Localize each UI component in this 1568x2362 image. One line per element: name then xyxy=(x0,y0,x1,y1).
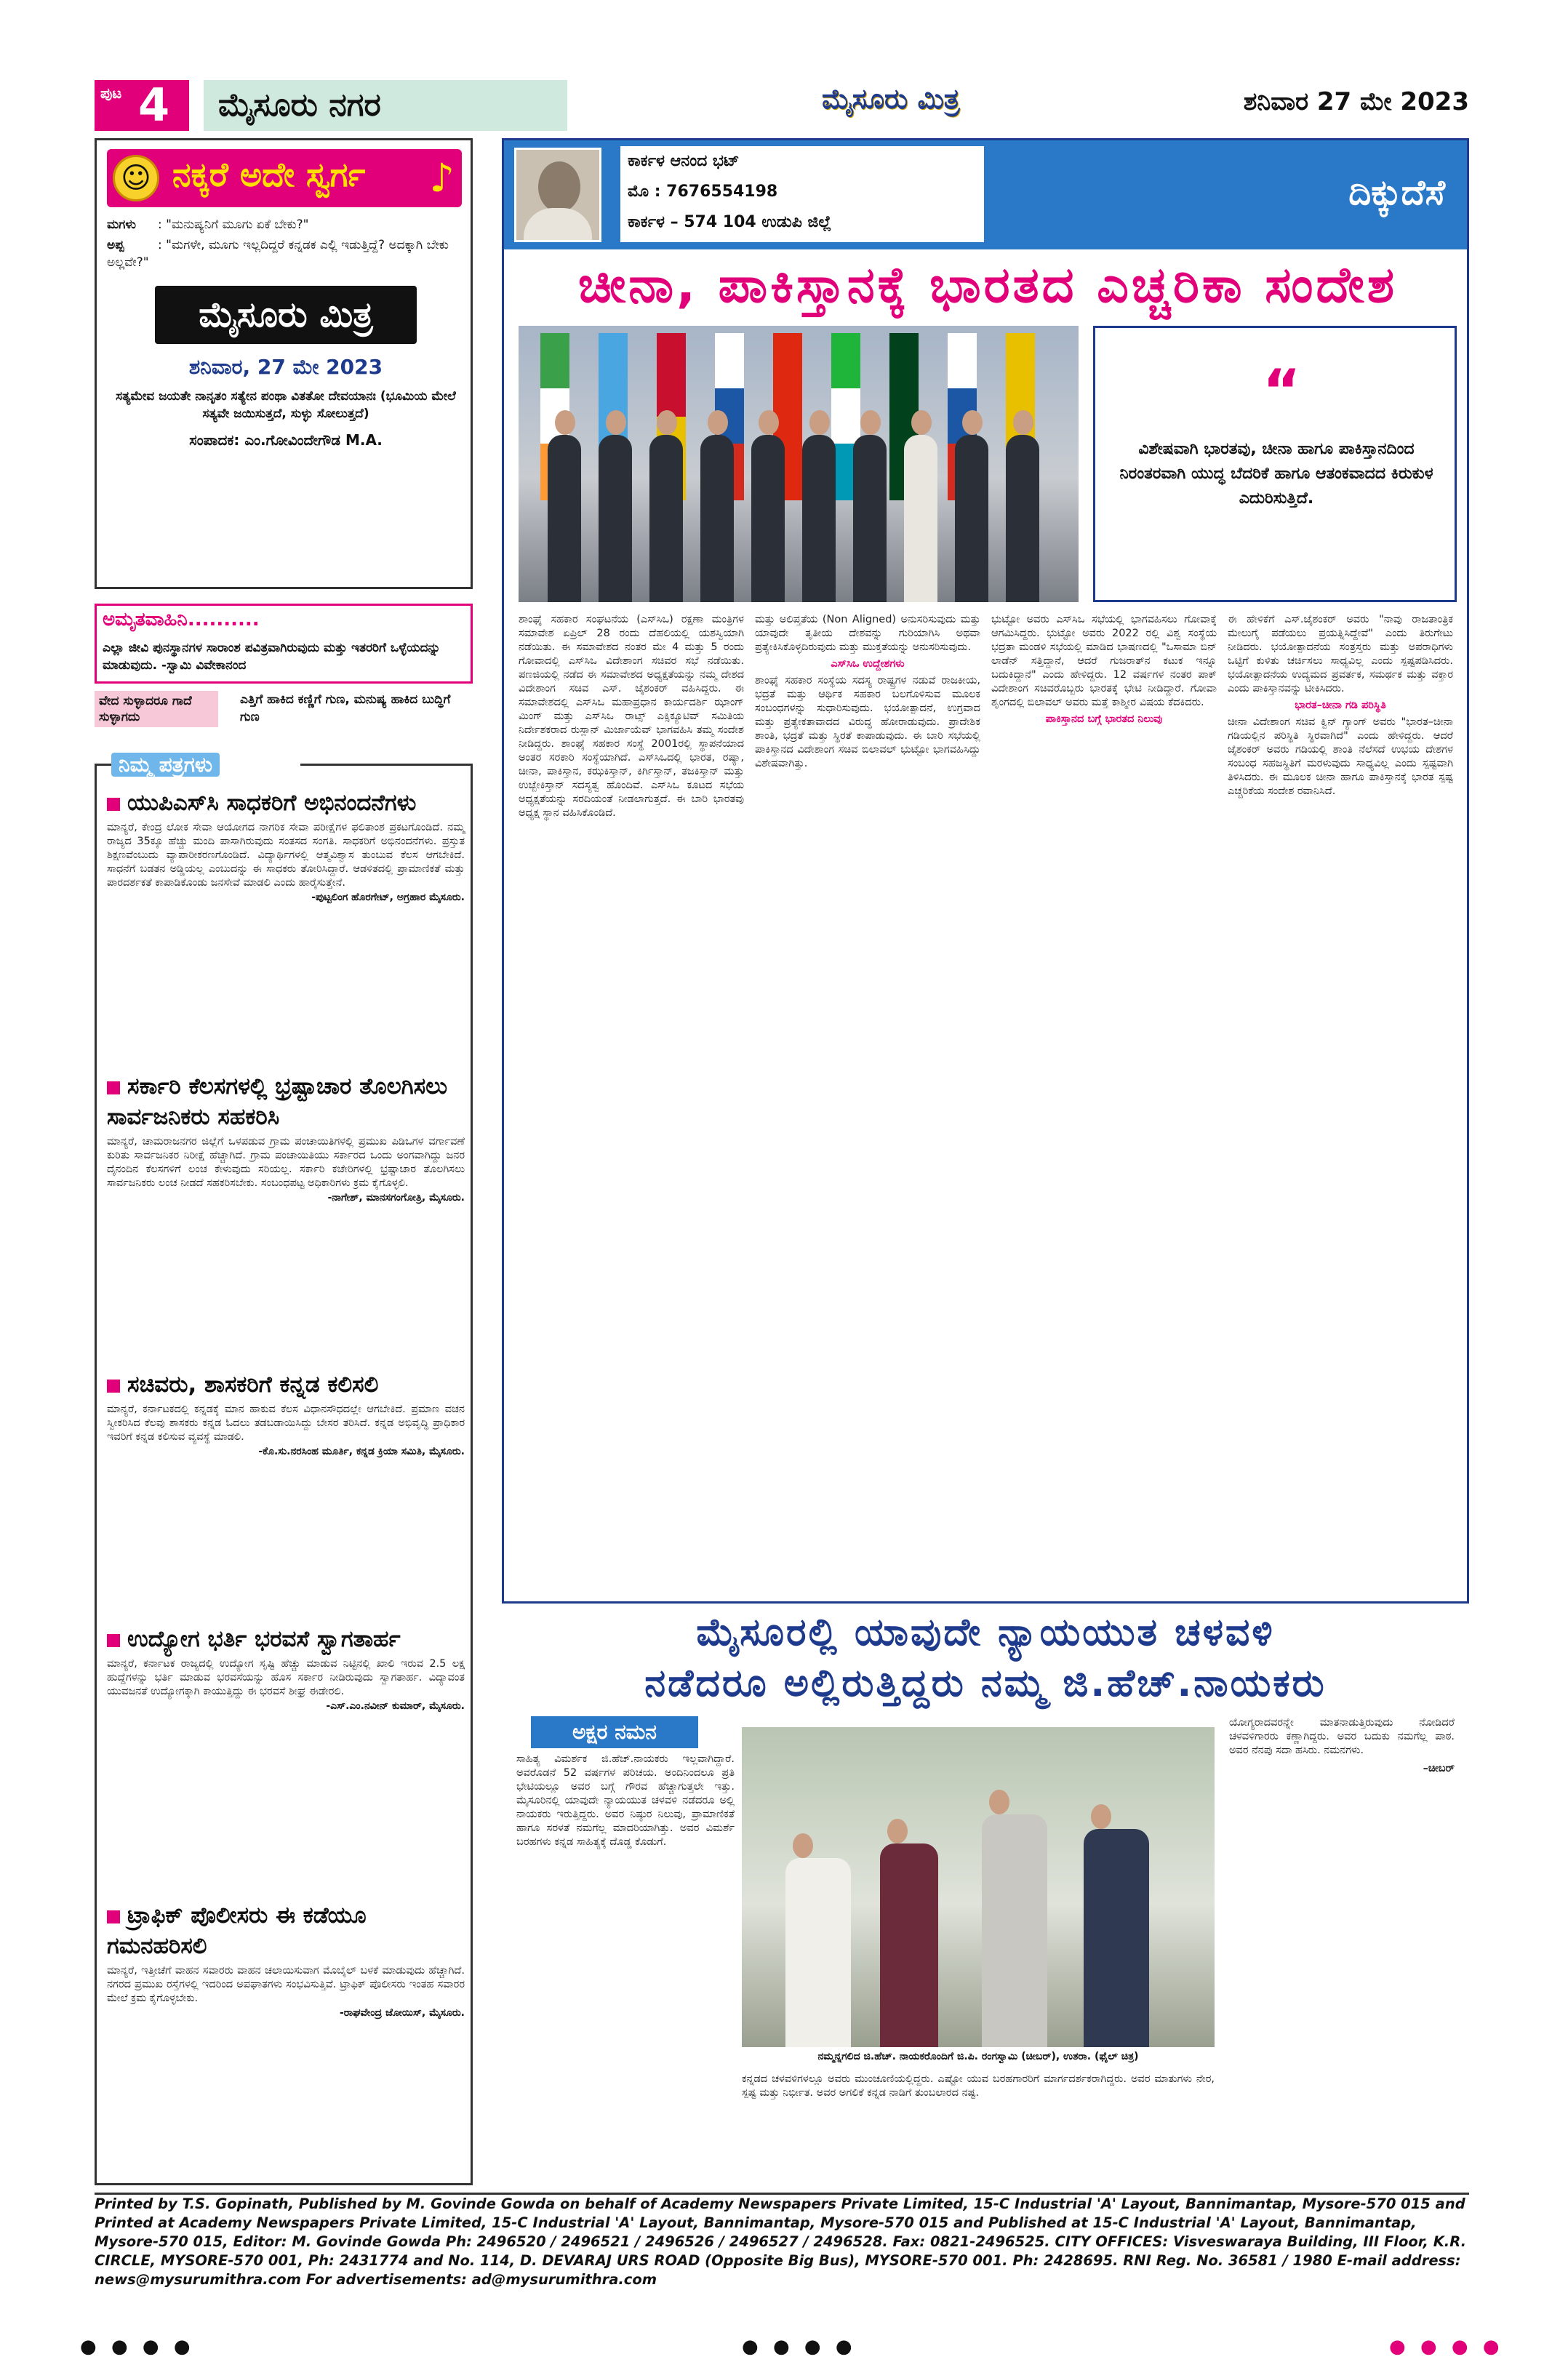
article-headline: ಚೀನಾ, ಪಾಕಿಸ್ತಾನಕ್ಕೆ ಭಾರತದ ಎಚ್ಚರಿಕಾ ಸಂದೇಶ xyxy=(578,257,1397,314)
article-body: ಭುಟ್ಟೋ ಅವರು ಎಸ್‌ಸಿಒ ಸಭೆಯಲ್ಲಿ ಭಾಗವಹಿಸಲು ಗೋವಾಕ್ಕೆ ಆಗಮಿಸಿದ್ದರು. ಭುಟ್ಟೋ ಅವರು 2022 ರಲ್ಲಿ ವಿಶ್ವ ಸಂಸ್ಥೆಯ ಭದ್ರತಾ ಮಂಡಳಿ ಸಭೆಯಲ್ಲಿ ಮಾಡಿದ ಭಾಷಣದಲ್ಲಿ "ಒಸಾಮಾ ಬಿನ್ ಲಾಡೆನ್ ಸತ್ತಿದ್ದಾನೆ, ಆದರೆ ಗುಜರಾತ್‌ನ ಕಟುಕ ಇನ್ನೂ ಬದುಕಿದ್ದಾನೆ" ಎಂದು ಹೇಳಿದ್ದರು. 12 ವರ್ಷಗಳ ನಂತರ ಪಾಕ್ ವಿದೇಶಾಂಗ ಸಚಿವರೊಬ್ಬರು ಭಾರತಕ್ಕೆ ಭೇಟಿ ನೀಡಿದ್ದಾರೆ. ಗೋವಾ ಶೃಂಗದಲ್ಲಿ ಬಿಲಾವಲ್ ಅವರು ಮತ್ತೆ ಕಾಶ್ಮೀರ ವಿಷಯ ಕೆದಕಿದರು. xyxy=(991,614,1217,708)
tribute-headline-1: ಮೈಸೂರಲ್ಲಿ ಯಾವುದೇ ನ್ಯಾಯಯುತ ಚಳವಳಿ xyxy=(696,1611,1275,1654)
publication-name: ಮೈಸೂರು ಮಿತ್ರ xyxy=(822,83,960,115)
article-column-3 xyxy=(991,613,1217,1591)
tribute-byline: ಅಕ್ಷರ ನಮನ xyxy=(531,1716,698,1748)
article-subhead: ಪಾಕಿಸ್ತಾನದ ಬಗ್ಗೆ ಭಾರತದ ನಿಲುವು xyxy=(1045,713,1163,725)
opinion-article xyxy=(502,138,1469,1604)
article-body: ಮತ್ತು ಅಲಿಪ್ತತೆಯ (Non Aligned) ಅನುಸರಿಸುವುದು ಮತ್ತು ಯಾವುದೇ ತೃತೀಯ ದೇಶವನ್ನು ಗುರಿಯಾಗಿಸಿ ಅಥವಾ ಪ್ರತ್ಯೇಕಿಸಿಕೊಳ್ಳದಿರುವುದು ಮತ್ತು ಮುಕ್ತತೆಯನ್ನು ಅನುಸರಿಸುವುದು. xyxy=(755,614,980,653)
author-phone: ಮೊ : 7676554198 xyxy=(628,183,778,201)
imprint-footer xyxy=(95,2193,1469,2331)
letter-title: ಯುಪಿಎಸ್‌ಸಿ ಸಾಧಕರಿಗೆ ಅಭಿನಂದನೆಗಳು xyxy=(107,788,465,818)
joke-title: ನಕ್ಕರೆ ಅದೇ ಸ್ವರ್ಗ xyxy=(172,155,366,194)
sco-meeting-photo xyxy=(519,326,1079,602)
dancing-figure-icon: ♪ xyxy=(429,155,455,201)
quote-mark-icon: “ xyxy=(1263,357,1301,425)
masthead-date: ಶನಿವಾರ, 27 ಮೇ 2023 xyxy=(188,355,383,379)
tribute-body: ಯೋಗ್ಯರಾದವರನ್ನೇ ಮಾತನಾಡುತ್ತಿರುವುದು ನೋಡಿದರೆ ಚಳವಳಿಗಾರರು ಕಣ್ಣಾಗಿದ್ದರು. ಅವರ ಬದುಕು ನಮಗೆಲ್ಲ ಪಾಠ. ಅವರ ನೆನಪು ಸದಾ ಹಸಿರು. ನಮನಗಳು. xyxy=(1229,1717,1455,1756)
pull-quote-text: ವಿಶೇಷವಾಗಿ ಭಾರತವು, ಚೀನಾ ಹಾಗೂ ಪಾಕಿಸ್ತಾನದಿಂದ ನಿರಂತರವಾಗಿ ಯುದ್ಧ ಬೆದರಿಕೆ ಹಾಗೂ ಆತಂಕವಾದದ ಕಿರುಕುಳ ಎದುರಿಸುತ್ತಿದೆ. xyxy=(1119,440,1433,508)
tribute-signature: –ಚೀಬರ್ xyxy=(1423,1763,1455,1774)
registration-dots-right: ● ● ● ● xyxy=(1389,2336,1504,2358)
letter-signature: -ಕೊ.ಸು.ನರಸಿಂಹ ಮೂರ್ತಿ, ಕನ್ನಡ ಕ್ರಿಯಾ ಸಮಿತಿ, ಮೈಸೂರು. xyxy=(258,1446,465,1457)
author-band xyxy=(504,140,1467,249)
tribute-photo-caption: ನಮ್ಮನ್ನಗಲಿದ ಜಿ.ಹೆಚ್. ನಾಯಕರೊಂದಿಗೆ ಜಿ.ಪಿ. ರಂಗಸ್ವಾಮಿ (ಚೀಬರ್), ಉತರಾ. (ಫೈಲ್ ಚಿತ್ರ) xyxy=(817,2051,1139,2062)
article-body: ಶಾಂಘೈ ಸಹಕಾರ ಸಂಘಟನೆಯ (ಎಸ್‌ಸಿಒ) ರಕ್ಷಣಾ ಮಂತ್ರಿಗಳ ಸಮಾವೇಶ ಏಪ್ರಿಲ್ 28 ರಂದು ದೆಹಲಿಯಲ್ಲಿ ಯಶಸ್ವಿಯಾಗಿ ನಡೆಯಿತು. ಈ ಸಮಾವೇಶದ ನಂತರ ಮೇ 4 ಮತ್ತು 5 ರಂದು ಗೋವಾದಲ್ಲಿ ಎಸ್‌ಸಿಒ ವಿದೇಶಾಂಗ ಸಚಿವರ ಸಭೆ ನಡೆಯಿತು. ಪಣಜಿಯಲ್ಲಿ ನಡೆದ ಈ ಸಮಾವೇಶದ ಅಧ್ಯಕ್ಷತೆಯನ್ನು ನಮ್ಮ ದೇಶದ ವಿದೇಶಾಂಗ ಸಚಿವ ಎಸ್. ಜೈಶಂಕರ್ ವಹಿಸಿದ್ದರು. ಈ ಸಮಾವೇಶದಲ್ಲಿ ಎಸ್‌ಸಿಒ ಮಹಾಪ್ರಧಾನ ಕಾರ್ಯದರ್ಶಿ ಝಾಂಗ್ ಮಿಂಗ್ ಮತ್ತು ಎಸ್‌ಸಿಒ ರಾಟ್ಸ್ ಎಕ್ಸಿಕ್ಯೂಟಿವ್ ಸಮಿತಿಯ ನಿರ್ದೇಶಕರಾದ ರುಸ್ಲಾನ್ ಮಿರ್ಜಾಯೆವ್ ಭಾಗವಹಿಸಿ ತಮ್ಮ ಸಂದೇಶ ನೀಡಿದ್ದರು. ಶಾಂಘೈ ಸಹಕಾರ ಸಂಸ್ಥೆ 2001ರಲ್ಲಿ ಸ್ಥಾಪನೆಯಾದ ಅಂತರ ಸರಕಾರಿ ಸಂಸ್ಥೆಯಾಗಿದೆ. ಎಸ್‌ಸಿಒದಲ್ಲಿ ಭಾರತ, ರಷ್ಯಾ, ಚೀನಾ, ಪಾಕಿಸ್ತಾನ, ಕಝಕಿಸ್ತಾನ್, ಕಿರ್ಗಿಸ್ತಾನ್, ತಜಕಿಸ್ತಾನ್ ಮತ್ತು ಉಜ್ಬೇಕಿಸ್ತಾನ್ ಸದಸ್ಯತ್ವ ಹೊಂದಿವೆ. ಎಸ್‌ಸಿಒ ಕೂಟದ ಸಭೆಯ ಅಧ್ಯಕ್ಷತೆಯನ್ನು ಸರದಿಯಂತೆ ನೀಡಲಾಗುತ್ತದೆ. ಈ ಬಾರಿ ಭಾರತವು ಅಧ್ಯಕ್ಷ ಸ್ಥಾನ ವಹಿಸಿಕೊಂಡಿದೆ. xyxy=(519,614,744,819)
letter-3 xyxy=(107,1369,465,1457)
article-subhead: ಭಾರತ–ಚೀನಾ ಗಡಿ ಪರಿಸ್ಥಿತಿ xyxy=(1295,700,1386,711)
letter-title: ಉದ್ಯೋಗ ಭರ್ತಿ ಭರವಸೆ ಸ್ವಾಗತಾರ್ಹ xyxy=(107,1624,465,1654)
tribute-headline-2: ನಡೆದರೂ ಅಲ್ಲಿರುತ್ತಿದ್ದರು ನಮ್ಮ ಜಿ.ಹೆಚ್.ನಾಯಕರು xyxy=(644,1662,1327,1705)
letter-1 xyxy=(107,788,465,903)
tribute-column-1 xyxy=(516,1753,735,2182)
joke-title-banner xyxy=(107,149,462,207)
amruta-title: ಅಮೃತವಾಹಿನಿ.......... xyxy=(103,609,260,630)
pull-quote xyxy=(1093,326,1457,602)
letter-body: ಮಾನ್ಯರೆ, ಚಾಮರಾಜನಗರ ಜಿಲ್ಲೆಗೆ ಒಳಪಡುವ ಗ್ರಾಮ ಪಂಚಾಯಿತಿಗಳಲ್ಲಿ ಪ್ರಮುಖ ಪಿಡಿಒಗಳ ವರ್ಗಾವಣೆ ಕುರಿತು ಸಾರ್ವಜನಿಕರ ನಿರೀಕ್ಷೆ ಹೆಚ್ಚಾಗಿದೆ. ಗ್ರಾಮ ಪಂಚಾಯಿತಿಯು ಸರ್ಕಾರದ ಒಂದು ಅಂಗವಾಗಿದ್ದು ಜನರ ದೈನಂದಿನ ಕೆಲಸಗಳಿಗೆ ಲಂಚ ಕೇಳುವುದು ಸರಿಯಲ್ಲ. ಸರ್ಕಾರಿ ಕಚೇರಿಗಳಲ್ಲಿ ಭ್ರಷ್ಟಾಚಾರ ತೊಲಗಿಸಲು ಸಾರ್ವಜನಿಕರು ಲಂಚ ನೀಡದೆ ಸಹಕರಿಸಬೇಕು. ಸಂಬಂಧಪಟ್ಟ ಅಧಿಕಾರಿಗಳು ಕ್ರಮ ಕೈಗೊಳ್ಳಲಿ. xyxy=(107,1136,465,1189)
tribute-photo xyxy=(742,1727,1215,2047)
imprint-text: Printed by T.S. Gopinath, Published by M. Govinde Gowda on behalf of Academy Newspapers Private Limited, 15-C Industrial 'A' Layout, Bannimantap, Mysore-570 015 and Printed at Academy Newspapers Private Limited, 15-C Industrial 'A' Layout, Bannimantap, Mysore-570 015 and Published at 15-C Industrial 'A' Layout, Bannimantap, Mysore-570 015, Editor: M. Govinde Gowda Ph: 2496520 / 2496521 / 2496526 / 2496527 / 2496528. Fax: 0821-2496525. CITY OFFICES: Visveswaraya Building, III Floor, K.R. CIRCLE, MYSORE-570 001, Ph: 2431774 and No. 114, D. DEVARAJ URS ROAD (Opposite Big Bus), MYSORE-570 001. Ph: 2428695. RNI Reg. No. 36581 / 1980 E-mail address: news@mysurumithra.com For advertisements: ad@mysurumithra.com xyxy=(95,2195,1466,2288)
masthead-motto: ಸತ್ಯಮೇವ ಜಯತೇ ನಾನೃತಂ ಸತ್ಯೇನ ಪಂಥಾ ವಿತತೋ ದೇವಯಾನಃ (ಭೂಮಿಯ ಮೇಲೆ ಸತ್ಯವೇ ಜಯಿಸುತ್ತದೆ, ಸುಳ್ಳು ಸೋಲುತ್ತದೆ) xyxy=(116,389,456,421)
author-photo xyxy=(514,148,601,242)
joke-line-2: ಅಪ್ಪ : "ಮಗಳೇ, ಮೂಗು ಇಲ್ಲದಿದ್ದರೆ ಕನ್ನಡಕ ಎಲ್ಲಿ ಇಡುತ್ತಿದ್ದೆ? ಅದಕ್ಕಾಗಿ ಬೇಕು ಅಲ್ಲವೇ?" xyxy=(107,238,449,270)
article-column-4 xyxy=(1228,613,1453,1591)
proverb-label: ವೇದ ಸುಳ್ಳಾದರೂ ಗಾದೆ ಸುಳ್ಳಾಗದು xyxy=(95,691,218,727)
author-info xyxy=(620,146,984,242)
registration-dots-left: ● ● ● ● xyxy=(80,2336,195,2358)
letter-title: ಸರ್ಕಾರಿ ಕೆಲಸಗಳಲ್ಲಿ ಭ್ರಷ್ಟಾಚಾರ ತೊಲಗಿಸಲು ಸಾರ್ವಜನಿಕರು ಸಹಕರಿಸಿ xyxy=(107,1071,465,1132)
page-label: ಪುಟ xyxy=(100,84,122,102)
column-name: ದಿಕ್ಕುದೆಸೆ xyxy=(1348,172,1445,213)
publication-date: ಶನಿವಾರ 27 ಮೇ 2023 xyxy=(1243,87,1469,116)
letter-signature: -ಪುಟ್ಟಲಿಂಗ ಹೊರಗೇಟ್, ಅಗ್ರಹಾರ ಮೈಸೂರು. xyxy=(311,892,465,903)
article-subhead: ಎಸ್‌ಸಿಒ ಉದ್ದೇಶಗಳು xyxy=(831,658,905,670)
tribute-article xyxy=(502,1607,1469,2189)
amruta-body: ಎಲ್ಲಾ ಜೀವಿ ಪುನಸ್ಥಾನಗಳ ಸಾರಾಂಶ ಪವಿತ್ರವಾಗಿರುವುದು ಮತ್ತು ಇತರರಿಗೆ ಒಳ್ಳೆಯದನ್ನು ಮಾಡುವುದು. -ಸ್ವಾಮಿ ವಿವೇಕಾನಂದ xyxy=(103,641,441,673)
letter-body: ಮಾನ್ಯರೆ, ಕೇಂದ್ರ ಲೋಕ ಸೇವಾ ಆಯೋಗದ ನಾಗರಿಕ ಸೇವಾ ಪರೀಕ್ಷೆಗಳ ಫಲಿತಾಂಶ ಪ್ರಕಟಗೊಂಡಿದೆ. ನಮ್ಮ ರಾಜ್ಯದ 35ಕ್ಕೂ ಹೆಚ್ಚು ಮಂದಿ ಪಾಸಾಗಿರುವುದು ಸಂತಸದ ಸಂಗತಿ. ಸಾಧಕರಿಗೆ ಅಭಿನಂದನೆಗಳು. ಪ್ರಸ್ತುತ ಶಿಕ್ಷಣವೆಂಬುದು ವ್ಯಾಪಾರೀಕರಣಗೊಂಡಿದೆ. ವಿದ್ಯಾರ್ಥಿಗಳಲ್ಲಿ ಆತ್ಮವಿಶ್ವಾಸ ತುಂಬುವ ಕೆಲಸ ಆಗಬೇಕಿದೆ. ಸಾಧನೆಗೆ ಬಡತನ ಅಡ್ಡಿಯಲ್ಲ ಎಂಬುದನ್ನು ಈ ಸಾಧಕರು ತೋರಿಸಿದ್ದಾರೆ. ಆಡಳಿತದಲ್ಲಿ ಪ್ರಾಮಾಣಿಕತೆ ಮತ್ತು ಪಾರದರ್ಶಕತೆ ಕಾಪಾಡಿಕೊಂಡು ಜನಸೇವೆ ಮಾಡಲಿ ಎಂದು ಹಾರೈಸುತ್ತೇನೆ. xyxy=(107,822,465,889)
tribute-body: ಕನ್ನಡದ ಚಳವಳಿಗಳಲ್ಲೂ ಅವರು ಮುಂಚೂಣಿಯಲ್ಲಿದ್ದರು. ಎಷ್ಟೋ ಯುವ ಬರಹಗಾರರಿಗೆ ಮಾರ್ಗದರ್ಶಕರಾಗಿದ್ದರು. ಅವರ ಮಾತುಗಳು ನೇರ, ಸ್ಪಷ್ಟ ಮತ್ತು ನಿರ್ಭೀತ. ಅವರ ಅಗಲಿಕೆ ಕನ್ನಡ ನಾಡಿಗೆ ತುಂಬಲಾರದ ನಷ್ಟ. xyxy=(742,2073,1215,2099)
left-column xyxy=(95,138,473,2185)
proverb-box xyxy=(95,691,473,727)
letters-section xyxy=(95,753,473,2185)
letter-2 xyxy=(107,1071,465,1204)
letter-body: ಮಾನ್ಯರೆ, ಇತ್ತೀಚೆಗೆ ವಾಹನ ಸವಾರರು ವಾಹನ ಚಲಾಯಿಸುವಾಗ ಮೊಬೈಲ್ ಬಳಕೆ ಮಾಡುವುದು ಹೆಚ್ಚಾಗಿದೆ. ನಗರದ ಪ್ರಮುಖ ರಸ್ತೆಗಳಲ್ಲಿ ಇದರಿಂದ ಅಪಘಾತಗಳು ಸಂಭವಿಸುತ್ತಿವೆ. ಟ್ರಾಫಿಕ್ ಪೊಲೀಸರು ಇಂತಹ ಸವಾರರ ಮೇಲೆ ಕ್ರಮ ಕೈಗೊಳ್ಳಬೇಕು. xyxy=(107,1965,465,2004)
tribute-column-2 xyxy=(742,2073,1215,2182)
tribute-body: ಸಾಹಿತ್ಯ ವಿಮರ್ಶಕ ಜಿ.ಹೆಚ್.ನಾಯಕರು ಇಲ್ಲವಾಗಿದ್ದಾರೆ. ಅವರೊಡನೆ 52 ವರ್ಷಗಳ ಪರಿಚಯ. ಅಂದಿನಿಂದಲೂ ಪ್ರತಿ ಭೇಟಿಯಲ್ಲೂ ಅವರ ಬಗ್ಗೆ ಗೌರವ ಹೆಚ್ಚಾಗುತ್ತಲೇ ಇತ್ತು. ಮೈಸೂರಿನಲ್ಲಿ ಯಾವುದೇ ನ್ಯಾಯಯುತ ಚಳವಳಿ ನಡೆದರೂ ಅಲ್ಲಿ ನಾಯಕರು ಇರುತ್ತಿದ್ದರು. ಅವರ ನಿಷ್ಠುರ ನಿಲುವು, ಪ್ರಾಮಾಣಿಕತೆ ಹಾಗೂ ಸರಳತೆ ನಮಗೆಲ್ಲ ಮಾದರಿಯಾಗಿತ್ತು. ಅವರ ವಿಮರ್ಶೆ ಬರಹಗಳು ಕನ್ನಡ ಸಾಹಿತ್ಯಕ್ಕೆ ದೊಡ್ಡ ಕೊಡುಗೆ. xyxy=(516,1753,735,1848)
section-name: ಮೈಸೂರು ನಗರ xyxy=(204,80,567,131)
registration-dots-center: ● ● ● ● xyxy=(742,2336,857,2358)
folio xyxy=(95,80,1469,131)
article-column-2 xyxy=(755,613,980,1591)
masthead-logo: ಮೈಸೂರು ಮಿತ್ರ xyxy=(155,286,417,344)
letter-signature: -ರಾಘವೇಂದ್ರ ಜೋಯಿಸ್, ಮೈಸೂರು. xyxy=(340,2007,465,2019)
article-body: ಈ ಹೇಳಿಕೆಗೆ ಎಸ್.ಜೈಶಂಕರ್ ಅವರು "ನಾವು ರಾಜತಾಂತ್ರಿಕ ಮೇಲುಗೈ ಪಡೆಯಲು ಪ್ರಯತ್ನಿಸಿದ್ದೇವೆ" ಎಂದು ತಿರುಗೇಟು ನೀಡಿದರು. ಭಯೋತ್ಪಾದನೆಯ ಸಂತ್ರಸ್ತರು ಮತ್ತು ಅಪರಾಧಿಗಳು ಒಟ್ಟಿಗೆ ಕುಳಿತು ಚರ್ಚಿಸಲು ಸಾಧ್ಯವಿಲ್ಲ ಎಂದು ಸ್ಪಷ್ಟಪಡಿಸಿದರು. ಭಯೋತ್ಪಾದನೆಯ ಉದ್ಯಮದ ಪ್ರವರ್ತಕ, ಸಮರ್ಥಕ ಮತ್ತು ವಕ್ತಾರ ಎಂದು ಪಾಕಿಸ್ತಾನವನ್ನು ಟೀಕಿಸಿದರು. xyxy=(1228,614,1453,694)
letter-body: ಮಾನ್ಯರೆ, ಕರ್ನಾಟಕದಲ್ಲಿ ಕನ್ನಡಕ್ಕೆ ಮಾನ ಹಾಕುವ ಕೆಲಸ ವಿಧಾನಸೌಧದಲ್ಲೇ ಆಗಬೇಕಿದೆ. ಪ್ರಮಾಣ ವಚನ ಸ್ವೀಕರಿಸಿದ ಕೆಲವು ಶಾಸಕರು ಕನ್ನಡ ಓದಲು ತಡಬಡಾಯಿಸಿದ್ದು ಬೇಸರ ತರಿಸಿದೆ. ಕನ್ನಡ ಅಭಿವೃದ್ಧಿ ಪ್ರಾಧಿಕಾರ ಇವರಿಗೆ ಕನ್ನಡ ಕಲಿಸುವ ವ್ಯವಸ್ಥೆ ಮಾಡಲಿ. xyxy=(107,1404,465,1443)
page-number-box xyxy=(95,80,189,131)
letter-title: ಸಚಿವರು, ಶಾಸಕರಿಗೆ ಕನ್ನಡ ಕಲಿಸಲಿ xyxy=(107,1369,465,1400)
laughing-face-icon: ☺ xyxy=(113,155,159,201)
article-body: ಶಾಂಘೈ ಸಹಕಾರ ಸಂಸ್ಥೆಯ ಸದಸ್ಯ ರಾಷ್ಟ್ರಗಳ ನಡುವೆ ರಾಜಕೀಯ, ಭದ್ರತೆ ಮತ್ತು ಆರ್ಥಿಕ ಸಹಕಾರ ಬಲಗೊಳಿಸುವ ಮೂಲಕ ಸಂಬಂಧಗಳನ್ನು ಸುಧಾರಿಸುವುದು. ಭಯೋತ್ಪಾದನೆ, ಉಗ್ರವಾದ ಮತ್ತು ಪ್ರತ್ಯೇಕತಾವಾದದ ವಿರುದ್ಧ ಹೋರಾಡುವುದು. ಪ್ರಾದೇಶಿಕ ಶಾಂತಿ, ಭದ್ರತೆ ಮತ್ತು ಸ್ಥಿರತೆ ಕಾಪಾಡುವುದು. ಈ ಬಾರಿ ಸಭೆಯಲ್ಲಿ ಪಾಕಿಸ್ತಾನದ ವಿದೇಶಾಂಗ ಸಚಿವ ಬಿಲಾವಲ್ ಭುಟ್ಟೋ ಭಾಗವಹಿಸಿದ್ದು ವಿಶೇಷವಾಗಿತ್ತು. xyxy=(755,675,980,769)
masthead-editor: ಸಂಪಾದಕ: ಎಂ.ಗೋವಿಂದೇಗೌಡ M.A. xyxy=(189,431,383,449)
letter-signature: -ಎಸ್.ಎಂ.ನವೀನ್ ಕುಮಾರ್, ಮೈಸೂರು. xyxy=(326,1700,465,1712)
letters-heading: ನಿಮ್ಮ ಪತ್ರಗಳು xyxy=(111,753,300,785)
joke-line-1: ಮಗಳು : "ಮನುಷ್ಯನಿಗೆ ಮೂಗು ಏಕೆ ಬೇಕು?" xyxy=(107,217,309,232)
joke-box xyxy=(95,138,473,589)
article-body: ಚೀನಾ ವಿದೇಶಾಂಗ ಸಚಿವ ಕ್ವಿನ್ ಗ್ಯಾಂಗ್ ಅವರು "ಭಾರತ–ಚೀನಾ ಗಡಿಯಲ್ಲಿನ ಪರಿಸ್ಥಿತಿ ಸ್ಥಿರವಾಗಿದೆ" ಎಂದು ಹೇಳಿದ್ದರು. ಆದರೆ ಜೈಶಂಕರ್ ಅವರು ಗಡಿಯಲ್ಲಿ ಶಾಂತಿ ನೆಲೆಸದೆ ಉಭಯ ದೇಶಗಳ ಸಂಬಂಧ ಸಹಜಸ್ಥಿತಿಗೆ ಮರಳುವುದು ಸಾಧ್ಯವಿಲ್ಲ ಎಂದು ಸ್ಪಷ್ಟವಾಗಿ ತಿಳಿಸಿದರು. ಈ ಮೂಲಕ ಚೀನಾ ಹಾಗೂ ಪಾಕಿಸ್ತಾನಕ್ಕೆ ಭಾರತ ಸ್ಪಷ್ಟ ಎಚ್ಚರಿಕೆಯ ಸಂದೇಶ ರವಾನಿಸಿದೆ. xyxy=(1228,716,1453,797)
page-number: 4 xyxy=(138,79,170,132)
tribute-column-3 xyxy=(1229,1716,1455,2182)
proverb-text: ಎತ್ತಿಗೆ ಹಾಕಿದ ಕಣ್ಣಿಗೆ ಗುಣ, ಮನುಷ್ಯ ಹಾಕಿದ ಬುದ್ಧಿಗೆ ಗುಣ xyxy=(240,692,451,724)
author-address: ಕಾರ್ಕಳ – 574 104 ಉಡುಪಿ ಜಿಲ್ಲೆ xyxy=(628,213,832,231)
letter-5 xyxy=(107,1900,465,2019)
article-column-1 xyxy=(519,613,744,1591)
amruta-box xyxy=(95,604,473,684)
author-name: ಕಾರ್ಕಳ ಆನಂದ ಭಟ್ xyxy=(628,152,740,170)
letter-body: ಮಾನ್ಯರೆ, ಕರ್ನಾಟಕ ರಾಜ್ಯದಲ್ಲಿ ಉದ್ಯೋಗ ಸೃಷ್ಟಿ ಹೆಚ್ಚು ಮಾಡುವ ನಿಟ್ಟಿನಲ್ಲಿ ಖಾಲಿ ಇರುವ 2.5 ಲಕ್ಷ ಹುದ್ದೆಗಳನ್ನು ಭರ್ತಿ ಮಾಡುವ ಭರವಸೆಯನ್ನು ಹೊಸ ಸರ್ಕಾರ ನೀಡಿರುವುದು ಸ್ವಾಗತಾರ್ಹ. ವಿದ್ಯಾವಂತ ಯುವಜನತೆ ಉದ್ಯೋಗಕ್ಕಾಗಿ ಕಾಯುತ್ತಿದ್ದು ಈ ಭರವಸೆ ಶೀಘ್ರ ಈಡೇರಲಿ. xyxy=(107,1658,465,1697)
letter-signature: -ನಾಗೇಶ್, ಮಾನಸಗಂಗೋತ್ರಿ, ಮೈಸೂರು. xyxy=(327,1192,465,1204)
letter-4 xyxy=(107,1624,465,1712)
letter-title: ಟ್ರಾಫಿಕ್ ಪೊಲೀಸರು ಈ ಕಡೆಯೂ ಗಮನಹರಿಸಲಿ xyxy=(107,1900,465,1961)
